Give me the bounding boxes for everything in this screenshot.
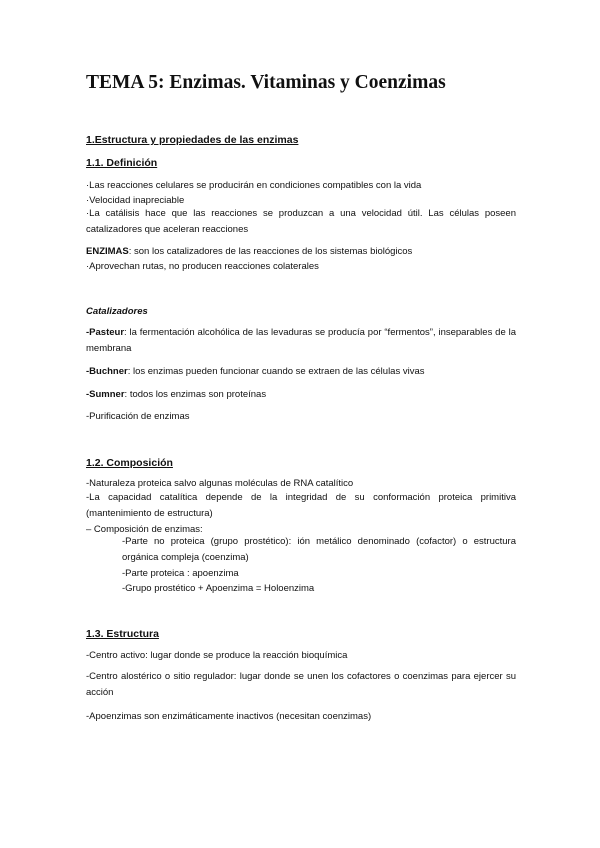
pasteur-text: : la fermentación alcohólica de las levaduras se producía por “fermentos”, inseparables de la membrana <box>86 327 516 354</box>
composicion-subline: -Grupo prostético + Apoenzima = Holoenzima <box>122 583 315 594</box>
estructura-line: -Apoenzimas son enzimáticamente inactivos (necesitan coenzimas) <box>86 711 372 722</box>
pasteur-label: -Pasteur <box>86 327 125 338</box>
composicion-subline: -Parte proteica : apoenzima <box>122 568 239 579</box>
composicion-line: -La capacidad catalítica depende de la integridad de su conformación proteica primitiva (mantenimiento de estructura) <box>86 492 516 519</box>
section-heading: 1.Estructura y propiedades de las enzimas <box>86 134 299 146</box>
pasteur-paragraph <box>86 325 516 357</box>
enzimas-note: ·Aprovechan rutas, no producen reacciones colaterales <box>86 261 319 272</box>
catalizadores-heading: Catalizadores <box>86 306 148 317</box>
buchner-text: : los enzimas pueden funcionar cuando se extraen de las células vivas <box>127 366 425 377</box>
purificacion-line: -Purificación de enzimas <box>86 411 190 422</box>
sumner-paragraph <box>86 389 266 401</box>
subsection-heading-estructura: 1.3. Estructura <box>86 628 159 640</box>
buchner-paragraph <box>86 366 425 378</box>
sumner-label: -Sumner <box>86 389 125 400</box>
definition-bullet: ·La catálisis hace que las reacciones se produzcan a una velocidad útil. Las células poseen catalizadores que aceleran reacciones <box>86 208 516 235</box>
estructura-line: -Centro activo: lugar donde se produce la reacción bioquímica <box>86 650 348 661</box>
enzimas-definition <box>86 246 412 258</box>
subsection-heading-definicion: 1.1. Definición <box>86 157 158 169</box>
document-title: TEMA 5: Enzimas. Vitaminas y Coenzimas <box>86 72 446 93</box>
composicion-line: – Composición de enzimas: <box>86 524 203 535</box>
definition-bullet: ·Las reacciones celulares se producirán en condiciones compatibles con la vida <box>86 180 422 191</box>
composicion-line: -Naturaleza proteica salvo algunas moléculas de RNA catalítico <box>86 478 354 489</box>
composicion-subline: -Parte no proteica (grupo prostético): ión metálico denominado (cofactor) o estructura orgánica compleja (coenzima) <box>122 536 516 563</box>
subsection-heading-composicion: 1.2. Composición <box>86 457 173 469</box>
definition-bullet: ·Velocidad inapreciable <box>86 195 185 206</box>
enzimas-text: : son los catalizadores de las reacciones de los sistemas biológicos <box>128 246 413 257</box>
enzimas-label: ENZIMAS <box>86 246 129 257</box>
estructura-line: -Centro alostérico o sitio regulador: lugar donde se unen los cofactores o coenzimas para ejercer su acción <box>86 671 516 698</box>
sumner-text: : todos los enzimas son proteínas <box>124 389 267 400</box>
buchner-label: -Buchner <box>86 366 128 377</box>
